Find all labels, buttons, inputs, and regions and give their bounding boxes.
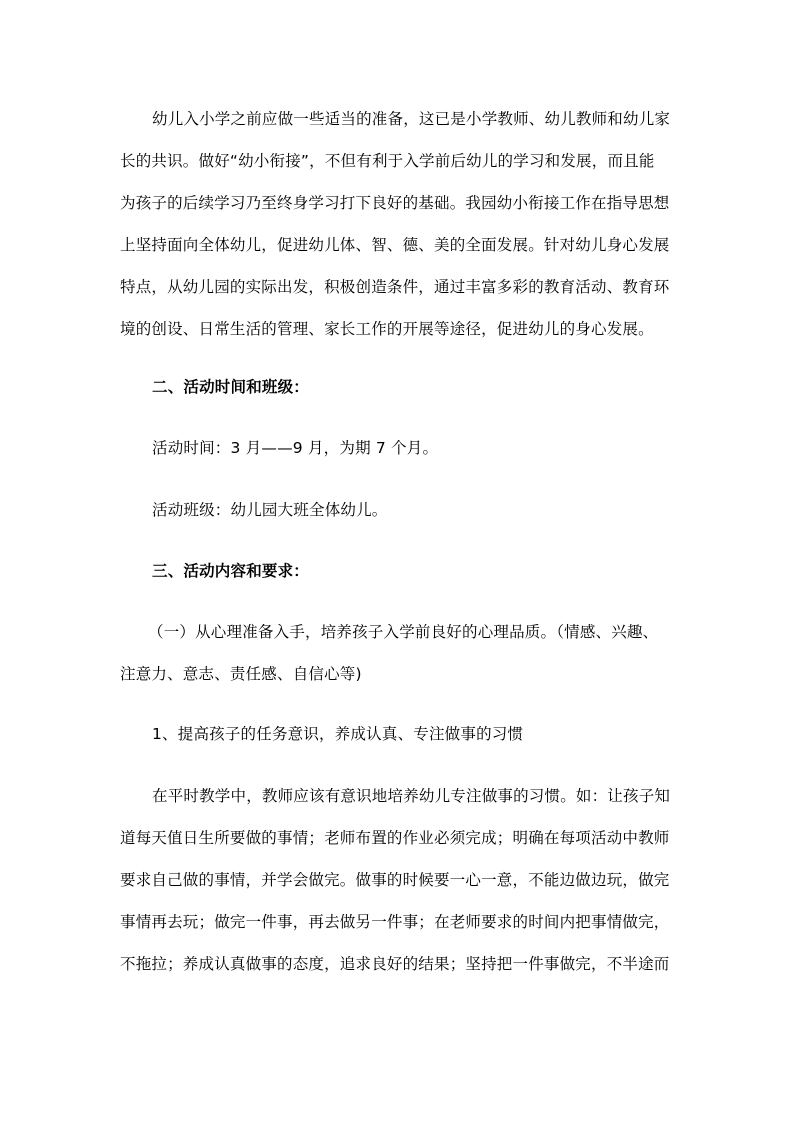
intro-line-1: 幼儿入小学之前应做一些适当的准备，这已是小学教师、幼儿教师和幼儿家: [152, 110, 671, 128]
item-1-line-1: 在平时教学中，教师应该有意识地培养幼儿专注做事的习惯。如：让孩子知: [152, 787, 671, 805]
item-1-line-2: 道每天值日生所要做的事情；老师布置的作业必须完成；明确在每项活动中教师: [120, 829, 670, 847]
intro-line-3: 为孩子的后续学习乃至终身学习打下良好的基础。我园幼小衔接工作在指导思想: [120, 194, 670, 212]
item-1-line-4: 事情再去玩；做完一件事，再去做另一件事；在老师要求的时间内把事情做完，: [120, 913, 670, 931]
item-1-line-5: 不拖拉；养成认真做事的态度，追求良好的结果；坚持把一件事做完，不半途而: [120, 955, 670, 973]
subsection-1-line-2: 注意力、意志、责任感、自信心等): [120, 665, 362, 683]
intro-line-5: 特点，从幼儿园的实际出发，积极创造条件，通过丰富多彩的教育活动、教育环: [120, 278, 670, 296]
item-1-line-3: 要求自己做的事情，并学会做完。做事的时候要一心一意，不能边做边玩，做完: [120, 871, 670, 889]
item-1-heading: 1、提高孩子的任务意识，养成认真、专注做事的习惯: [152, 725, 524, 743]
intro-line-4: 上坚持面向全体幼儿，促进幼儿体、智、德、美的全面发展。针对幼儿身心发展: [120, 236, 670, 254]
section-2-heading: 二、活动时间和班级：: [152, 378, 310, 396]
subsection-1-line-1: （一）从心理准备入手，培养孩子入学前良好的心理品质。（情感、兴趣、: [148, 623, 659, 641]
section-3-heading: 三、活动内容和要求：: [152, 562, 310, 580]
activity-class: 活动班级：幼儿园大班全体幼儿。: [152, 501, 388, 519]
intro-line-6: 境的创设、日常生活的管理、家长工作的开展等途径，促进幼儿的身心发展。: [120, 320, 654, 338]
activity-time: 活动时间：3 月——9 月，为期 7 个月。: [152, 439, 439, 457]
intro-line-2: 长的共识。做好“幼小衔接”，不但有利于入学前后幼儿的学习和发展，而且能: [120, 152, 655, 170]
